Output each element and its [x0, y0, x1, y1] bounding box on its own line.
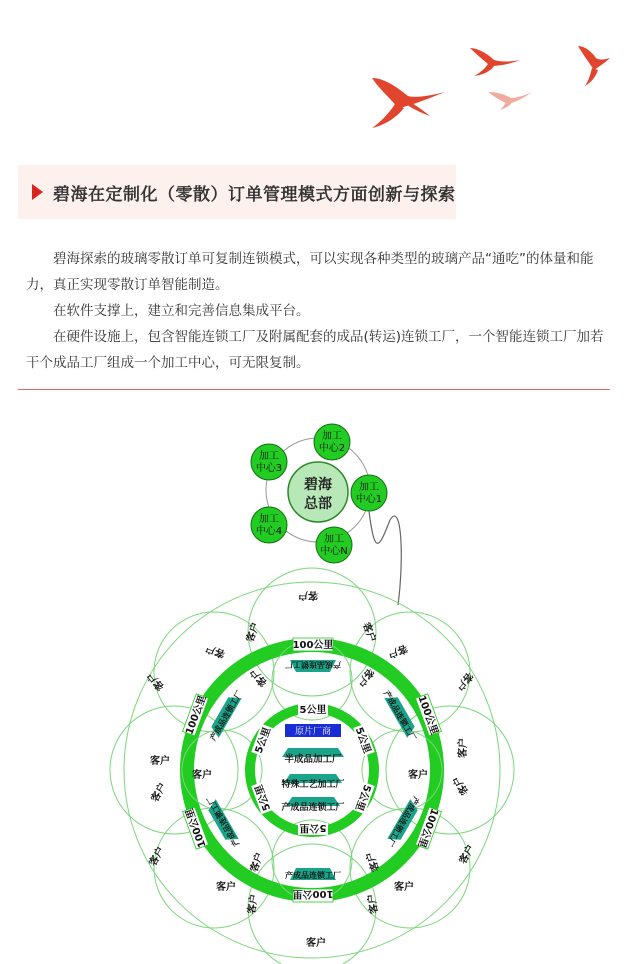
customer-label: 客户 — [216, 882, 236, 893]
center-node-4 — [251, 507, 287, 543]
flying-birds-decoration — [0, 0, 627, 150]
bird-icon — [578, 46, 610, 86]
triangle-bullet-icon — [32, 184, 43, 200]
customer-label: 客户 — [386, 642, 409, 660]
factory-semi-finished: 半成品加工厂 — [284, 754, 342, 765]
customer-label: 客户 — [248, 851, 266, 874]
ring-label-5km-right: 5公里 — [352, 725, 373, 756]
ring-label-5km-lower-right: 5公里 — [352, 782, 373, 813]
factory-raw-glass: 原片厂商 — [294, 727, 332, 737]
customer-label: 客户 — [453, 669, 475, 693]
outer-factory-bottom: 产成品连锁工厂 — [285, 871, 341, 880]
customer-label: 客户 — [204, 642, 227, 660]
customer-label: 客户 — [451, 773, 472, 797]
hq-cluster — [251, 424, 387, 563]
outer-factory-upper-right: 产成品连锁工厂 — [381, 689, 418, 743]
ring-label-100km-left: 100公里 — [184, 694, 209, 737]
center-n-line2: 中心N — [320, 546, 348, 557]
customer-label: 客户 — [192, 770, 212, 781]
paragraph-3: 在硬件设施上，包含智能连锁工厂及附属配套的成品(转运)连锁工厂，一个智能连锁工厂加若干个成品工厂组成一个加工中心，可无限复制。 — [26, 329, 604, 371]
center-4-line2: 中心4 — [255, 526, 283, 537]
bird-icon — [488, 92, 532, 110]
network-diagram — [0, 400, 627, 964]
customer-label: 客户 — [354, 665, 376, 689]
bird-icon — [372, 78, 445, 128]
center-n-line1: 加工 — [324, 534, 344, 545]
core-factories — [281, 724, 344, 813]
customer-label: 客户 — [360, 621, 378, 644]
center-3-line2: 中心3 — [255, 463, 283, 474]
factory-finished-chain-core: 产成品连锁工厂 — [281, 803, 345, 813]
center-node-2 — [314, 424, 350, 460]
center-2-line1: 加工 — [322, 431, 342, 442]
section-title-bar — [18, 165, 456, 219]
customer-label: 客户 — [306, 938, 326, 949]
factory-special-process: 特殊工艺加工厂 — [281, 780, 345, 790]
customer-label: 客户 — [248, 665, 270, 689]
outer-ring-100km — [187, 645, 437, 895]
outer-factories — [203, 660, 423, 880]
customer-label: 客户 — [298, 589, 318, 600]
paragraph-1: 碧海探索的玻璃零散订单可复制连锁模式，可以实现各种类型的玻璃产品“通吃”的体量和能力，真正实现零散订单智能制造。 — [26, 251, 594, 293]
customer-label: 客户 — [246, 893, 261, 916]
hq-label-line1: 碧海 — [304, 477, 332, 493]
center-3-line1: 加工 — [259, 451, 279, 462]
outer-factory-top: 产成品连锁工厂 — [285, 660, 341, 669]
article-body — [26, 246, 606, 376]
customer-label: 客户 — [458, 738, 469, 758]
customer-circles — [110, 568, 514, 964]
center-1-line1: 加工 — [359, 482, 379, 493]
customer-label: 客户 — [147, 845, 168, 869]
customer-label: 客户 — [244, 621, 262, 644]
ring-label-100km-bottom: 100公里 — [292, 888, 334, 899]
divider — [18, 389, 610, 390]
center-4-line1: 加工 — [259, 514, 279, 525]
outer-factory-lower-right: 产成品连锁工厂 — [384, 794, 421, 848]
center-node-3 — [251, 444, 287, 480]
customer-label: 客户 — [145, 669, 167, 693]
ring-label-5km-top: 5公里 — [299, 705, 327, 716]
paragraph-2: 在软件支撑上，建立和完善信息集成平台。 — [53, 303, 310, 319]
center-node-n — [316, 527, 352, 563]
customer-label: 客户 — [366, 892, 381, 915]
hq-label-line2: 总部 — [304, 496, 332, 512]
ring-label-100km-top: 100公里 — [292, 640, 334, 651]
outer-factory-lower-left: 产成品连锁工厂 — [205, 794, 242, 848]
ring-label-100km-lower-right: 100公里 — [415, 806, 440, 849]
customer-label: 客户 — [394, 882, 414, 893]
bird-icon — [470, 48, 520, 76]
outer-factory-upper-left: 产成品连锁工厂 — [208, 689, 245, 743]
center-node-1 — [351, 475, 387, 511]
connector-line — [369, 511, 401, 605]
customer-label: 客户 — [149, 781, 170, 805]
section-title: 碧海在定制化（零散）订单管理模式方面创新与探索 — [53, 184, 456, 205]
customer-label: 客户 — [457, 843, 478, 867]
center-2-line2: 中心2 — [318, 443, 346, 454]
customer-label: 客户 — [150, 756, 170, 767]
ring-label-100km-right: 100公里 — [415, 694, 440, 737]
customer-label: 客户 — [364, 850, 382, 873]
customer-label: 客户 — [408, 770, 428, 781]
ring-label-100km-lower-left: 100公里 — [184, 806, 209, 849]
ring-label-5km-lower-left: 5公里 — [253, 782, 274, 813]
ring-label-5km-bottom: 5公里 — [299, 822, 327, 833]
ring-label-5km-left: 5公里 — [253, 725, 274, 756]
center-1-line2: 中心1 — [355, 494, 383, 505]
